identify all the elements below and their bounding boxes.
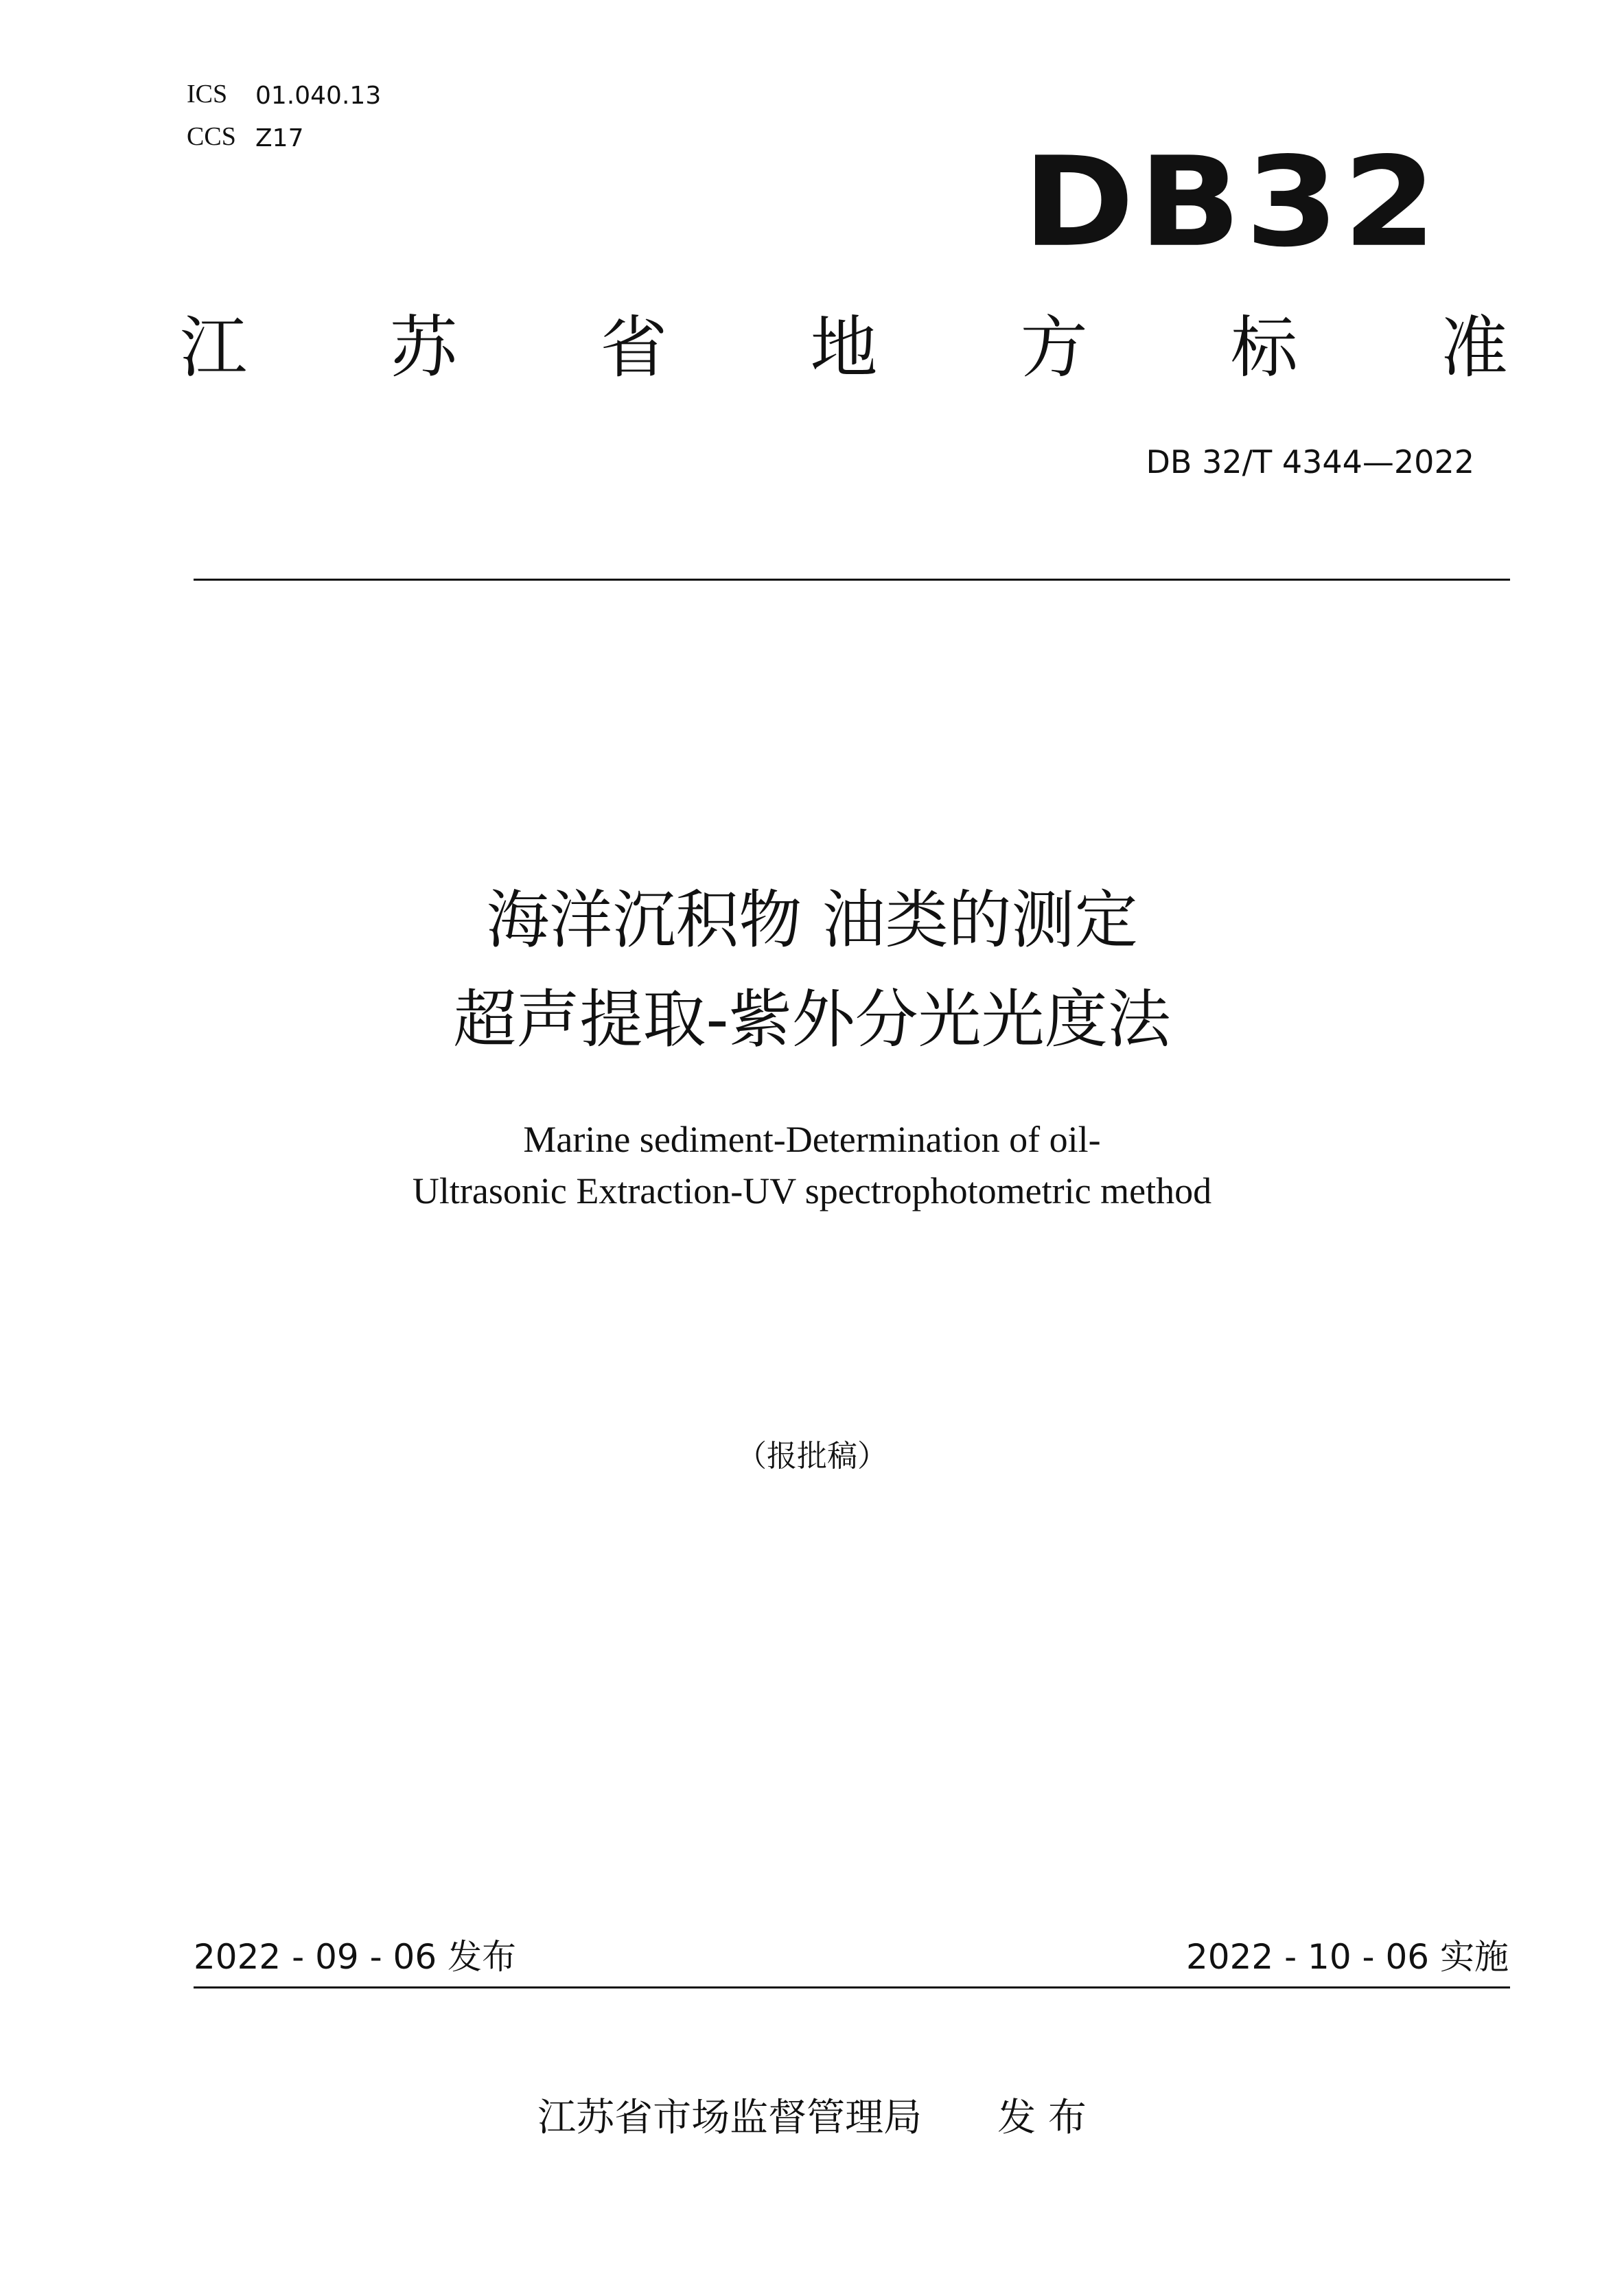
top-divider	[194, 579, 1510, 581]
standard-type-heading	[180, 309, 1508, 387]
db32-logo: DB32	[1023, 130, 1441, 275]
ccs-code: Z17	[255, 124, 304, 152]
issuer-name: 江苏省市场监督管理局	[537, 2096, 923, 2140]
standard-number: DB 32/T 4344—2022	[1146, 443, 1474, 480]
standard-type-char: 标	[1230, 309, 1298, 387]
standard-type-char: 江	[180, 309, 248, 387]
standard-type-char: 苏	[390, 309, 458, 387]
chinese-title-line-2: 超声提取-紫外分光光度法	[453, 983, 1171, 1056]
chinese-title-line-1: 海洋沉积物 油类的测定	[486, 883, 1138, 957]
ics-label: ICS	[187, 80, 228, 108]
draft-status: （报批稿）	[736, 1439, 888, 1474]
english-title-line-2: Ultrasonic Extraction-UV spectrophotometric method	[412, 1170, 1212, 1211]
ccs-label: CCS	[187, 122, 236, 151]
ics-code: 01.040.13	[255, 82, 382, 110]
standard-type-char: 准	[1440, 309, 1508, 387]
bottom-divider	[194, 1986, 1510, 1988]
effective-date: 2022 - 10 - 06 实施	[1185, 1937, 1509, 1977]
issuer-action: 发 布	[997, 2096, 1087, 2140]
english-title-line-1: Marine sediment-Determination of oil-	[523, 1119, 1101, 1160]
standard-type-char: 地	[810, 309, 878, 387]
standard-type-char: 方	[1020, 309, 1088, 387]
standard-type-char: 省	[600, 309, 668, 387]
issuer-line	[0, 2096, 1624, 2140]
issue-date: 2022 - 09 - 06 发布	[194, 1937, 517, 1977]
